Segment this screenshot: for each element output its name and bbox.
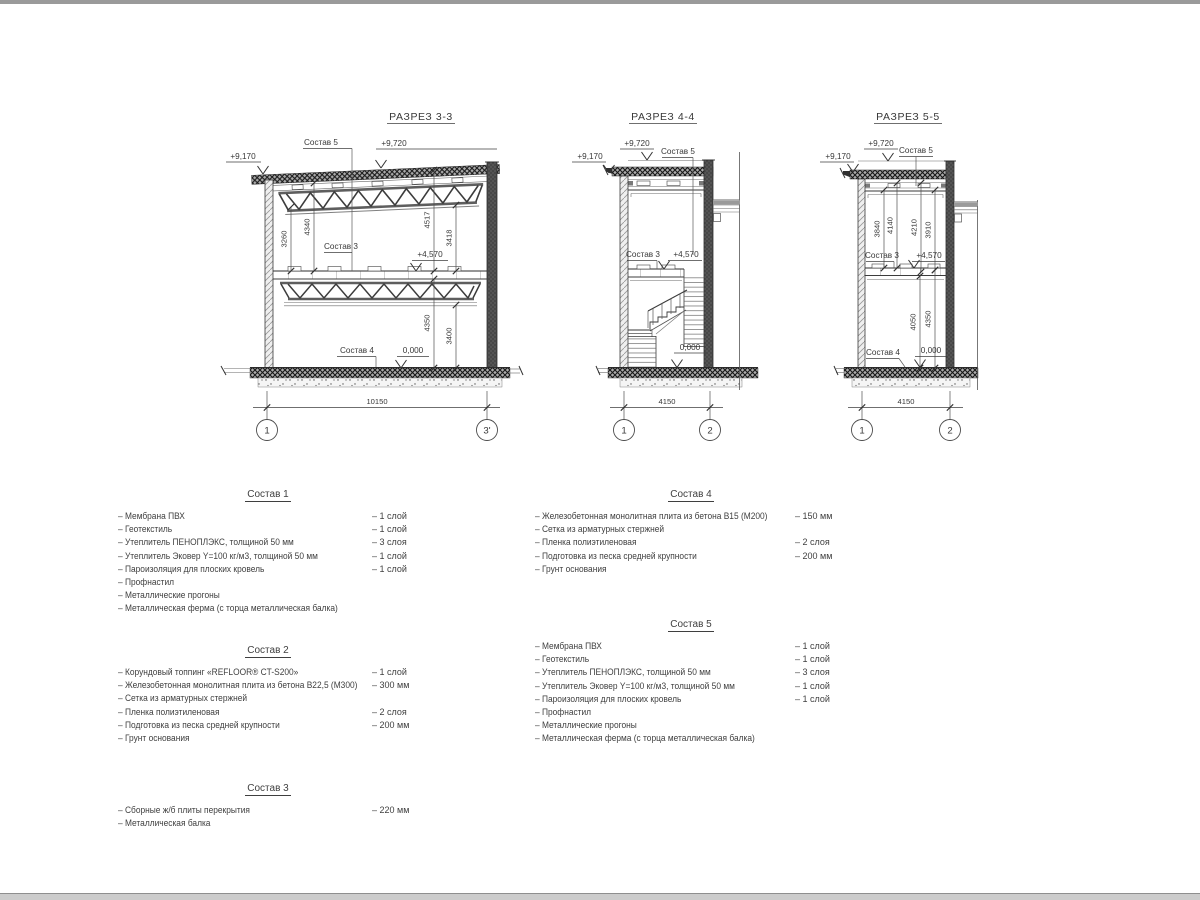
dim-3260: 3260 bbox=[279, 230, 289, 248]
wall-left-3-3 bbox=[265, 180, 273, 368]
grid-label-1: 1 bbox=[859, 425, 865, 437]
spec-item-qty: – 1 слой bbox=[372, 524, 407, 535]
spec-title: Состав 5 bbox=[670, 619, 712, 630]
spec-item-name: – Металлические прогоны bbox=[118, 590, 220, 601]
spec-item-name: – Металлическая ферма (с торца металлическая балка) bbox=[535, 733, 755, 744]
spec-sostav-2 bbox=[118, 645, 418, 746]
dim-4517: 4517 bbox=[422, 211, 432, 229]
spec-item-name: – Мембрана ПВХ bbox=[118, 511, 185, 521]
ground-floor-4-4 bbox=[596, 366, 758, 387]
spec-item-name: – Профнастил bbox=[118, 576, 175, 587]
section-3-3-title: РАЗРЕЗ 3-3 bbox=[389, 111, 453, 123]
spec-row bbox=[118, 603, 418, 616]
spec-row bbox=[535, 564, 847, 577]
elev-9720-3-3: +9,720 bbox=[381, 139, 407, 148]
spec-row bbox=[535, 537, 847, 550]
spec-row bbox=[535, 667, 847, 680]
dim-3400: 3400 bbox=[444, 327, 454, 345]
spec-sostav-4 bbox=[535, 489, 847, 577]
spec-item-name: – Подготовка из песка средней крупности bbox=[118, 719, 280, 730]
roof-5-5 bbox=[850, 170, 953, 179]
spec-item-name: – Мембрана ПВХ bbox=[535, 641, 602, 651]
spec-row bbox=[535, 641, 847, 654]
spec-row bbox=[535, 707, 847, 720]
spec-item-qty: – 1 слой bbox=[372, 563, 407, 574]
spec-item-qty: – 220 мм bbox=[372, 805, 410, 815]
spec-sostav-5 bbox=[535, 619, 847, 747]
spec-item-qty: – 1 слой bbox=[795, 641, 830, 651]
spec-item-qty: – 200 мм bbox=[795, 550, 833, 561]
spec-item-name: – Геотекстиль bbox=[535, 654, 590, 665]
section-5-5 bbox=[820, 111, 978, 441]
width-dim-3-3 bbox=[253, 391, 500, 419]
dim-10150: 10150 bbox=[366, 397, 388, 406]
elev-0000-3-3: 0,000 bbox=[402, 346, 424, 355]
spec-item-name: – Железобетонная монолитная плита из бетона В15 (М200) bbox=[535, 511, 768, 521]
spec-item-name: – Подготовка из песка средней крупности bbox=[535, 550, 697, 561]
spec-item-qty: – 150 мм bbox=[795, 511, 833, 521]
dim-4150: 4150 bbox=[658, 397, 676, 406]
spec-row bbox=[118, 551, 418, 564]
dims-lower-5-5 bbox=[909, 267, 939, 371]
spec-row bbox=[535, 524, 847, 537]
spec-row bbox=[535, 551, 847, 564]
spec-list bbox=[118, 805, 418, 831]
spec-row bbox=[118, 511, 418, 524]
spec-item-name: – Железобетонная монолитная плита из бетона В22,5 (М300) bbox=[118, 680, 358, 691]
dim-4150-55: 4150 bbox=[897, 397, 915, 406]
window-bottom-edge bbox=[0, 893, 1200, 900]
spec-list bbox=[535, 641, 847, 747]
section-3-3 bbox=[221, 111, 523, 441]
spec-row bbox=[118, 805, 418, 818]
intermediate-slab-4-4 bbox=[628, 265, 684, 281]
wall-right-5-5 bbox=[946, 161, 954, 368]
spec-row bbox=[118, 577, 418, 590]
spec-item-qty: – 300 мм bbox=[372, 680, 410, 691]
spec-row bbox=[118, 524, 418, 537]
section-5-5-title: РАЗРЕЗ 5-5 bbox=[876, 111, 940, 123]
spec-row bbox=[535, 694, 847, 707]
grid-label-3p: 3' bbox=[483, 425, 491, 437]
spec-item-name: – Корундовый топпинг «REFLOOR® CT-S200» bbox=[118, 667, 299, 677]
grid-label-1: 1 bbox=[621, 425, 627, 437]
roof-4-4 bbox=[612, 167, 713, 176]
elev-9170-5-5: +9,170 bbox=[825, 152, 851, 161]
dim-4340: 4340 bbox=[302, 218, 312, 236]
spec-list bbox=[118, 667, 418, 746]
section-4-4-title: РАЗРЕЗ 4-4 bbox=[631, 111, 695, 123]
label-sostav4-3-3: Состав 4 bbox=[340, 346, 374, 355]
elev-9170-4-4: +9,170 bbox=[577, 152, 603, 161]
spec-row bbox=[535, 720, 847, 733]
width-dim-5-5 bbox=[848, 391, 963, 419]
dim-3840: 3840 bbox=[872, 220, 882, 238]
spec-item-name: – Утеплитель Эковер Y=100 кг/м3, толщиной 50 мм bbox=[118, 550, 318, 561]
roof-beam-4-4 bbox=[628, 180, 704, 198]
spec-title: Состав 1 bbox=[247, 489, 289, 500]
spec-row bbox=[118, 564, 418, 577]
roof-assembly-3-3 bbox=[252, 165, 502, 216]
spec-item-name: – Грунт основания bbox=[118, 732, 190, 743]
spec-row bbox=[118, 720, 418, 733]
spec-item-name: – Пленка полиэтиленовая bbox=[118, 706, 220, 717]
spec-item-name: – Профнастил bbox=[535, 706, 592, 717]
dim-4210: 4210 bbox=[909, 219, 919, 236]
elev-4570-5-5: +4,570 bbox=[916, 251, 942, 260]
grid-label-2: 2 bbox=[707, 425, 713, 437]
spec-item-qty: – 2 слоя bbox=[372, 706, 407, 717]
spec-item-qty: – 1 слой bbox=[795, 654, 830, 665]
dim-3418: 3418 bbox=[444, 229, 454, 247]
elev-0000-4-4: 0,000 bbox=[679, 343, 701, 352]
elev-9720-4-4: +9,720 bbox=[624, 139, 650, 148]
grid-label-1: 1 bbox=[264, 425, 270, 437]
elev-9170-3-3: +9,170 bbox=[230, 152, 256, 161]
spec-sostav-1 bbox=[118, 489, 418, 617]
spec-item-name: – Пленка полиэтиленовая bbox=[535, 537, 637, 548]
wall-left-5-5 bbox=[858, 179, 865, 368]
spec-row bbox=[118, 537, 418, 550]
spec-item-qty: – 1 слой bbox=[372, 511, 407, 521]
spec-list bbox=[118, 511, 418, 617]
spec-title: Состав 2 bbox=[247, 645, 289, 656]
adjacent-structure-5-5 bbox=[954, 200, 978, 390]
spec-item-qty: – 2 слоя bbox=[795, 537, 830, 548]
spec-item-qty: – 1 слой bbox=[795, 680, 830, 691]
elev-0000-5-5: 0,000 bbox=[920, 346, 942, 355]
label-sostav5-3-3: Состав 5 bbox=[304, 138, 338, 147]
dim-4350-55: 4350 bbox=[923, 310, 933, 328]
spec-item-name: – Пароизоляция для плоских кровель bbox=[118, 563, 265, 574]
spec-item-name: – Утеплитель ПЕНОПЛЭКС, толщиной 50 мм bbox=[118, 537, 294, 548]
elev-4570-3-3: +4,570 bbox=[417, 250, 443, 259]
dim-4050: 4050 bbox=[908, 313, 918, 331]
spec-row bbox=[118, 680, 418, 693]
spec-row bbox=[118, 818, 418, 831]
adjacent-structure-4-4 bbox=[713, 152, 740, 390]
spec-item-name: – Сетка из арматурных стержней bbox=[118, 693, 248, 704]
width-dim-4-4 bbox=[610, 391, 723, 419]
spec-sostav-3 bbox=[118, 783, 418, 831]
elev-9720-5-5: +9,720 bbox=[868, 139, 894, 148]
roof-truss bbox=[278, 184, 484, 214]
spec-row bbox=[118, 667, 418, 680]
spec-item-name: – Металлическая ферма (с торца металлическая балка) bbox=[118, 603, 338, 614]
spec-item-name: – Геотекстиль bbox=[118, 524, 173, 535]
label-sostav5-4-4: Состав 5 bbox=[661, 147, 695, 156]
label-sostav3-3-3: Состав 3 bbox=[324, 242, 358, 251]
spec-row bbox=[118, 733, 418, 746]
spec-row bbox=[535, 733, 847, 746]
spec-item-name: – Утеплитель Эковер Y=100 кг/м3, толщиной 50 мм bbox=[535, 680, 735, 691]
dim-3910: 3910 bbox=[923, 221, 933, 239]
spec-item-qty: – 3 слоя bbox=[795, 667, 830, 678]
spec-item-name: – Утеплитель ПЕНОПЛЭКС, толщиной 50 мм bbox=[535, 667, 711, 678]
spec-item-name: – Пароизоляция для плоских кровель bbox=[535, 693, 682, 704]
label-sostav3-4-4: Состав 3 bbox=[626, 250, 660, 259]
ground-floor-5-5 bbox=[834, 366, 978, 387]
dim-4140: 4140 bbox=[885, 217, 895, 234]
spec-title: Состав 4 bbox=[670, 489, 712, 500]
section-4-4 bbox=[572, 111, 758, 441]
spec-row bbox=[535, 654, 847, 667]
elev-4570-4-4: +4,570 bbox=[673, 250, 699, 259]
wall-right-3-3 bbox=[487, 162, 497, 368]
grid-label-2: 2 bbox=[947, 425, 953, 437]
label-sostav4-5-5: Состав 4 bbox=[866, 348, 900, 357]
spec-item-qty: – 3 слоя bbox=[372, 537, 407, 548]
spec-row bbox=[535, 681, 847, 694]
spec-item-qty: – 1 слой bbox=[372, 667, 407, 677]
spec-item-name: – Сетка из арматурных стержней bbox=[535, 524, 665, 535]
spec-item-qty: – 1 слой bbox=[795, 693, 830, 704]
spec-item-name: – Металлические прогоны bbox=[535, 720, 637, 731]
spec-title: Состав 3 bbox=[247, 783, 289, 794]
spec-row bbox=[118, 707, 418, 720]
dim-4350: 4350 bbox=[422, 314, 432, 332]
wall-right-4-4 bbox=[704, 160, 713, 368]
staircase-4-4 bbox=[628, 269, 704, 372]
spec-row bbox=[118, 693, 418, 706]
spec-item-name: – Сборные ж/б плиты перекрытия bbox=[118, 805, 250, 815]
roof-beam-5-5 bbox=[865, 183, 946, 199]
spec-item-qty: – 1 слой bbox=[372, 550, 407, 561]
spec-row bbox=[118, 590, 418, 603]
spec-item-name: – Металлическая балка bbox=[118, 818, 211, 829]
label-sostav5-5-5: Состав 5 bbox=[899, 146, 933, 155]
dims-upper-5-5 bbox=[873, 180, 939, 275]
spec-item-name: – Грунт основания bbox=[535, 563, 607, 574]
spec-item-qty: – 200 мм bbox=[372, 719, 410, 730]
wall-left-4-4 bbox=[620, 176, 628, 368]
spec-row bbox=[535, 511, 847, 524]
spec-list bbox=[535, 511, 847, 577]
label-sostav3-5-5: Состав 3 bbox=[865, 251, 899, 260]
ground-floor-3-3 bbox=[221, 366, 523, 387]
